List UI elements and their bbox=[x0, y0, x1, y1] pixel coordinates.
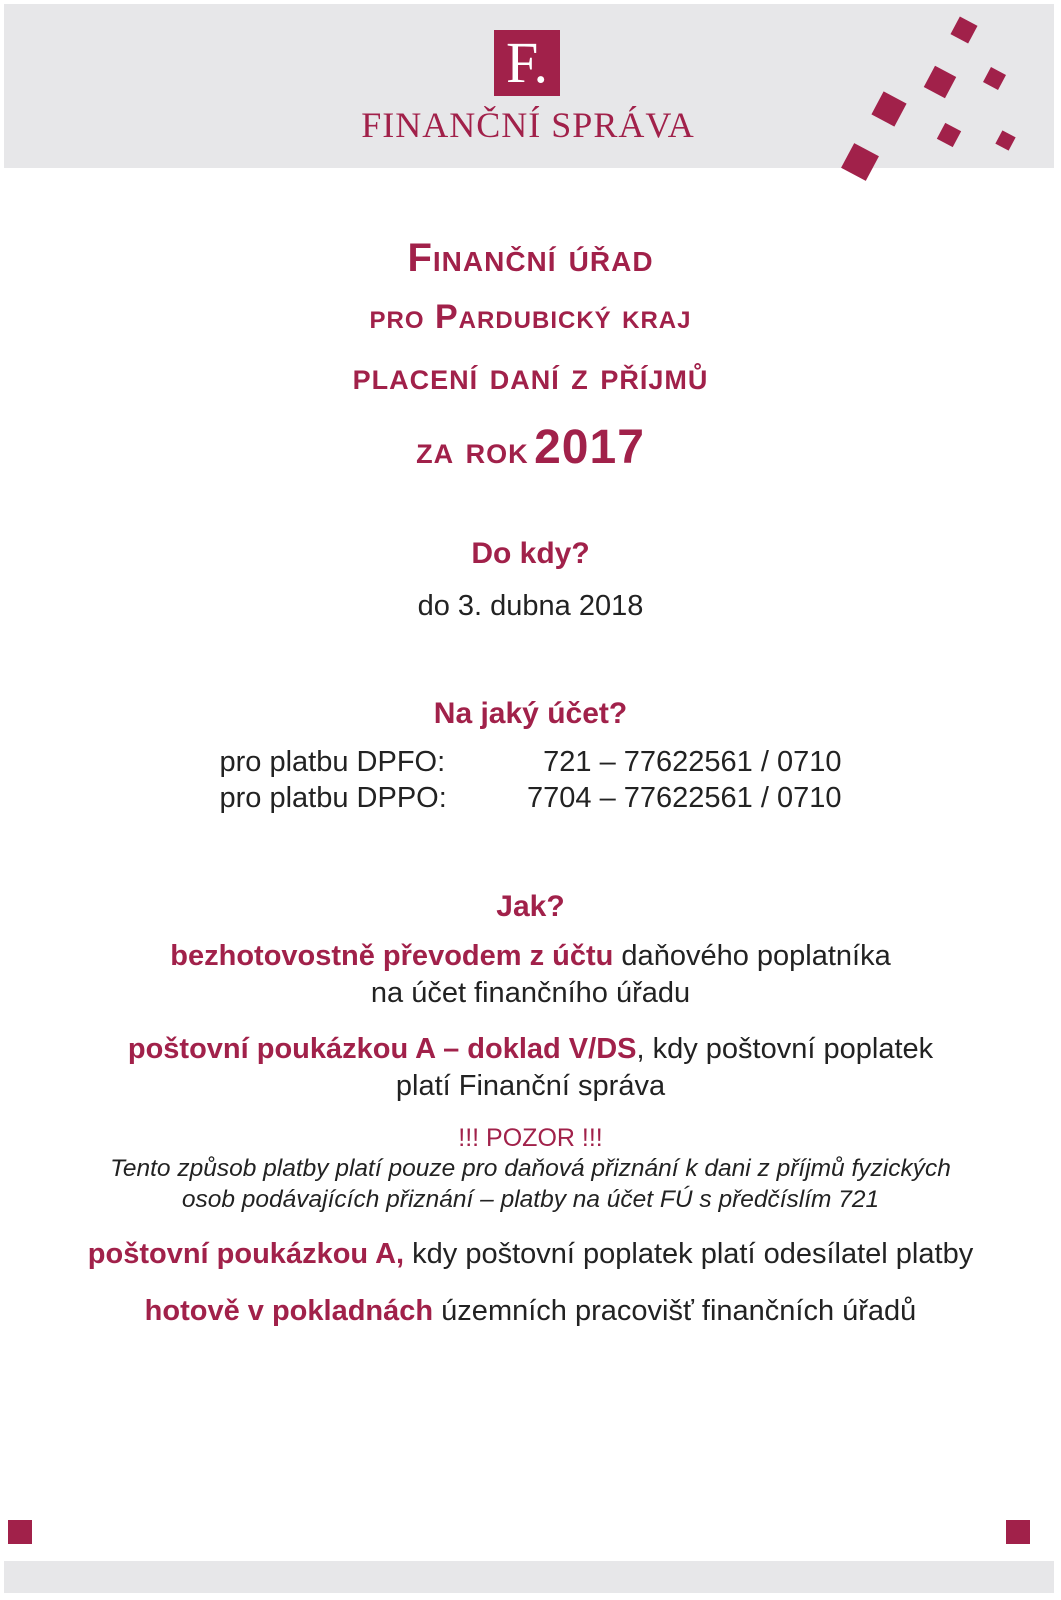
method-cash bbox=[0, 1295, 1061, 1328]
deadline-answer: do 3. dubna 2018 bbox=[417, 590, 644, 622]
method-question: Jak? bbox=[496, 890, 565, 923]
footer-band bbox=[4, 1561, 1054, 1593]
footer-corner-left bbox=[8, 1520, 32, 1544]
warning-title: !!! POZOR !!! bbox=[458, 1124, 603, 1152]
account-dpfo bbox=[0, 746, 1061, 779]
method-transfer-line2: na účet finančního úřadu bbox=[370, 977, 691, 1009]
footer-corner-right bbox=[1006, 1520, 1030, 1544]
method-transfer-rest: daňového poplatníka bbox=[613, 940, 891, 972]
logo-text: FINANČNÍ SPRÁVA bbox=[361, 105, 695, 145]
title-year-number: 2017 bbox=[534, 421, 645, 474]
title-office: Finanční úřad bbox=[407, 236, 654, 280]
title-year-prefix: za rok bbox=[416, 430, 529, 472]
method-cash-rest: územních pracovišť finančních úřadů bbox=[433, 1295, 917, 1327]
title-subject: placení daní z příjmů bbox=[352, 356, 709, 398]
account-dppo-label: pro platbu DPPO: bbox=[219, 782, 447, 814]
warning-line1: Tento způsob platby platí pouze pro daňová přiznání k dani z příjmů fyzických bbox=[110, 1155, 951, 1182]
deadline-question: Do kdy? bbox=[471, 537, 590, 570]
method-postal-a bbox=[0, 1238, 1061, 1271]
method-transfer bbox=[0, 940, 1061, 973]
account-dppo bbox=[0, 782, 1061, 815]
method-postal-vds-line2: platí Finanční správa bbox=[395, 1070, 666, 1102]
method-postal-vds-accent: poštovní poukázkou A – doklad V/DS bbox=[127, 1033, 637, 1065]
method-postal-vds bbox=[0, 1033, 1061, 1066]
account-question: Na jaký účet? bbox=[433, 697, 628, 730]
method-cash-accent: hotově v pokladnách bbox=[144, 1295, 434, 1327]
method-postal-a-rest: kdy poštovní poplatek platí odesílatel platby bbox=[404, 1238, 974, 1270]
logo-mark: F. bbox=[494, 30, 560, 96]
account-dppo-value: 7704 – 77622561 / 0710 bbox=[527, 782, 842, 814]
account-dpfo-label: pro platbu DPFO: bbox=[219, 746, 446, 778]
account-dpfo-value: 721 – 77622561 / 0710 bbox=[543, 746, 842, 778]
warning-line2: osob podávajících přiznání – platby na účet FÚ s předčíslím 721 bbox=[181, 1186, 880, 1213]
method-transfer-accent: bezhotovostně převodem z účtu bbox=[170, 940, 614, 972]
title-region: pro Pardubický kraj bbox=[369, 298, 692, 336]
method-postal-a-accent: poštovní poukázkou A, bbox=[87, 1238, 405, 1270]
method-postal-vds-rest: , kdy poštovní poplatek bbox=[636, 1033, 934, 1065]
title-year bbox=[0, 420, 1061, 475]
